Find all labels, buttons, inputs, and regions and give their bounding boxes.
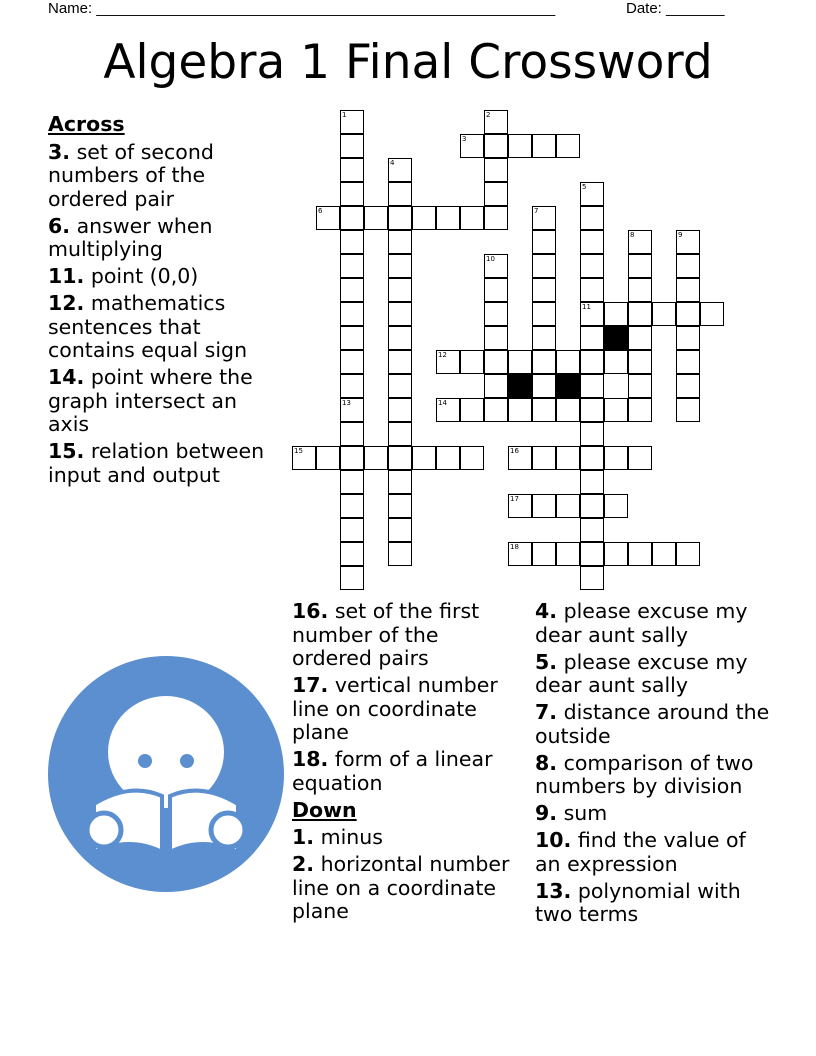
clue-text: find the value of an expression [535, 828, 746, 876]
grid-cell[interactable] [484, 134, 508, 158]
grid-cell[interactable] [580, 446, 604, 470]
grid-cell[interactable] [484, 350, 508, 374]
clue-text: please excuse my dear aunt sally [535, 599, 748, 647]
grid-cell[interactable] [340, 254, 364, 278]
clue-down-1 [292, 826, 520, 850]
grid-clue-number: 1 [342, 111, 347, 119]
clue-number: 15. [48, 439, 85, 463]
grid-cell[interactable] [676, 302, 700, 326]
grid-cell[interactable] [604, 350, 628, 374]
grid-cell[interactable] [508, 494, 532, 518]
grid-cell[interactable] [460, 350, 484, 374]
grid-cell[interactable] [652, 542, 676, 566]
page-title: Algebra 1 Final Crossword [103, 35, 713, 90]
grid-cell[interactable] [532, 494, 556, 518]
grid-cell[interactable] [508, 134, 532, 158]
grid-cell[interactable] [340, 542, 364, 566]
grid-cell[interactable] [532, 446, 556, 470]
grid-cell[interactable] [604, 446, 628, 470]
grid-cell[interactable] [556, 398, 580, 422]
clue-text: set of second numbers of the ordered pair [48, 139, 214, 211]
grid-cell[interactable] [580, 374, 604, 398]
grid-cell[interactable] [628, 302, 652, 326]
grid-cell[interactable] [436, 446, 460, 470]
grid-cell[interactable] [676, 278, 700, 302]
clue-text: polynomial with two terms [535, 878, 741, 926]
clue-number: 2. [292, 852, 315, 876]
grid-clue-number: 17 [510, 495, 519, 503]
reader-icon [48, 656, 284, 892]
clue-number: 13. [535, 878, 572, 903]
clue-number: 9. [535, 801, 558, 825]
grid-cell[interactable] [580, 278, 604, 302]
grid-cell[interactable] [364, 446, 388, 470]
grid-cell[interactable] [676, 326, 700, 350]
black-grid-cell [508, 374, 532, 398]
grid-cell[interactable] [340, 422, 364, 446]
grid-cell[interactable] [628, 254, 652, 278]
grid-cell[interactable] [340, 326, 364, 350]
clue-across-6 [48, 215, 278, 262]
clue-number: 17. [292, 673, 329, 697]
grid-cell[interactable] [340, 518, 364, 542]
grid-cell[interactable] [460, 398, 484, 422]
grid-cell[interactable] [388, 230, 412, 254]
grid-cell[interactable] [460, 134, 484, 158]
grid-cell[interactable] [532, 230, 556, 254]
grid-cell[interactable] [388, 254, 412, 278]
clue-text: point (0,0) [90, 264, 199, 288]
grid-cell[interactable] [580, 566, 604, 590]
grid-cell[interactable] [532, 254, 556, 278]
grid-cell[interactable] [292, 446, 316, 470]
grid-cell[interactable] [484, 182, 508, 206]
grid-cell[interactable] [340, 134, 364, 158]
grid-cell[interactable] [484, 326, 508, 350]
grid-cell[interactable] [508, 446, 532, 470]
grid-cell[interactable] [484, 206, 508, 230]
grid-clue-number: 18 [510, 543, 519, 551]
grid-cell[interactable] [628, 374, 652, 398]
grid-cell[interactable] [340, 350, 364, 374]
grid-cell[interactable] [340, 182, 364, 206]
clue-text: point where the graph intersect an axis [48, 365, 253, 436]
grid-cell[interactable] [436, 350, 460, 374]
clue-number: 18. [292, 747, 329, 771]
grid-cell[interactable] [532, 326, 556, 350]
clue-down-10 [535, 829, 775, 876]
grid-cell[interactable] [388, 278, 412, 302]
grid-cell[interactable] [388, 182, 412, 206]
grid-cell[interactable] [556, 134, 580, 158]
grid-clue-number: 13 [342, 399, 351, 407]
grid-cell[interactable] [388, 374, 412, 398]
grid-cell[interactable] [388, 398, 412, 422]
clue-text: minus [320, 825, 383, 849]
grid-cell[interactable] [676, 254, 700, 278]
grid-cell[interactable] [340, 302, 364, 326]
grid-cell[interactable] [484, 110, 508, 134]
clue-number: 3. [48, 139, 71, 164]
clue-number: 11. [48, 264, 85, 288]
clue-number: 4. [535, 599, 558, 623]
grid-cell[interactable] [484, 398, 508, 422]
grid-cell[interactable] [364, 206, 388, 230]
grid-cell[interactable] [556, 446, 580, 470]
grid-cell[interactable] [556, 542, 580, 566]
across-clues-column [48, 113, 278, 491]
grid-cell[interactable] [340, 374, 364, 398]
down-heading: Down [292, 797, 357, 822]
grid-cell[interactable] [580, 542, 604, 566]
clue-across-16 [292, 600, 520, 671]
clue-down-2 [292, 853, 520, 924]
grid-cell[interactable] [532, 134, 556, 158]
grid-cell[interactable] [388, 326, 412, 350]
grid-cell[interactable] [532, 350, 556, 374]
across-heading: Across [48, 112, 125, 136]
grid-cell[interactable] [340, 158, 364, 182]
grid-clue-number: 11 [582, 303, 591, 311]
grid-cell[interactable] [676, 398, 700, 422]
grid-cell[interactable] [580, 494, 604, 518]
clue-text: sum [563, 801, 608, 825]
grid-cell[interactable] [484, 374, 508, 398]
grid-clue-number: 14 [438, 399, 447, 407]
grid-cell[interactable] [508, 350, 532, 374]
grid-clue-number: 9 [678, 231, 683, 239]
grid-cell[interactable] [460, 206, 484, 230]
grid-cell[interactable] [388, 446, 412, 470]
grid-cell[interactable] [532, 542, 556, 566]
grid-clue-number: 15 [294, 447, 303, 455]
grid-clue-number: 3 [462, 135, 467, 143]
grid-cell[interactable] [340, 398, 364, 422]
clue-number: 1. [292, 825, 315, 849]
grid-cell[interactable] [580, 326, 604, 350]
grid-cell[interactable] [700, 302, 724, 326]
grid-cell[interactable] [340, 446, 364, 470]
grid-cell[interactable] [532, 374, 556, 398]
clue-text: comparison of two numbers by division [535, 750, 754, 798]
grid-cell[interactable] [676, 374, 700, 398]
grid-cell[interactable] [316, 206, 340, 230]
grid-cell[interactable] [460, 446, 484, 470]
grid-cell[interactable] [508, 542, 532, 566]
grid-cell[interactable] [628, 350, 652, 374]
grid-cell[interactable] [340, 110, 364, 134]
clues-column-3 [535, 600, 775, 930]
grid-clue-number: 10 [486, 255, 495, 263]
grid-clue-number: 16 [510, 447, 519, 455]
grid-cell[interactable] [580, 206, 604, 230]
clue-text: form of a linear equation [292, 747, 493, 795]
grid-cell[interactable] [484, 158, 508, 182]
grid-cell[interactable] [580, 398, 604, 422]
clue-number: 7. [535, 700, 558, 724]
grid-cell[interactable] [580, 230, 604, 254]
grid-cell[interactable] [316, 446, 340, 470]
grid-cell[interactable] [340, 470, 364, 494]
grid-cell[interactable] [436, 398, 460, 422]
grid-cell[interactable] [412, 446, 436, 470]
grid-cell[interactable] [484, 302, 508, 326]
clue-text: relation between input and output [48, 439, 265, 487]
grid-cell[interactable] [340, 566, 364, 590]
grid-cell[interactable] [556, 494, 580, 518]
grid-cell[interactable] [340, 230, 364, 254]
clue-across-14 [48, 366, 278, 437]
clue-down-5 [535, 651, 775, 698]
grid-cell[interactable] [532, 206, 556, 230]
black-grid-cell [604, 326, 628, 350]
grid-cell[interactable] [484, 278, 508, 302]
clue-number: 10. [535, 828, 572, 852]
grid-cell[interactable] [580, 422, 604, 446]
clue-across-18 [292, 748, 520, 795]
grid-clue-number: 2 [486, 111, 491, 119]
clue-across-12 [48, 292, 278, 363]
grid-cell[interactable] [388, 350, 412, 374]
clue-text: vertical number line on coordinate plane [292, 673, 498, 744]
grid-cell[interactable] [628, 398, 652, 422]
clue-text: mathematics sentences that contains equal sign [48, 291, 248, 362]
grid-clue-number: 6 [318, 207, 323, 215]
grid-cell[interactable] [580, 350, 604, 374]
clue-text: set of the first number of the ordered pairs [292, 599, 480, 670]
clues-column-2 [292, 600, 520, 927]
grid-cell[interactable] [388, 494, 412, 518]
clue-number: 16. [292, 599, 329, 623]
grid-clue-number: 7 [534, 207, 539, 215]
grid-cell[interactable] [388, 518, 412, 542]
grid-cell[interactable] [628, 278, 652, 302]
grid-cell[interactable] [532, 398, 556, 422]
clue-number: 6. [48, 213, 71, 238]
grid-cell[interactable] [556, 350, 580, 374]
grid-cell[interactable] [580, 302, 604, 326]
grid-cell[interactable] [628, 230, 652, 254]
grid-cell[interactable] [484, 254, 508, 278]
grid-clue-number: 4 [390, 159, 395, 167]
clue-across-11 [48, 265, 278, 289]
grid-cell[interactable] [436, 206, 460, 230]
grid-cell[interactable] [676, 350, 700, 374]
grid-cell[interactable] [604, 302, 628, 326]
grid-cell[interactable] [412, 206, 436, 230]
grid-cell[interactable] [604, 494, 628, 518]
grid-cell[interactable] [652, 302, 676, 326]
clue-number: 8. [535, 750, 558, 775]
clue-number: 5. [535, 649, 558, 674]
grid-cell[interactable] [388, 158, 412, 182]
clue-across-3 [48, 141, 278, 212]
grid-cell[interactable] [532, 278, 556, 302]
grid-cell[interactable] [676, 542, 700, 566]
grid-cell[interactable] [628, 326, 652, 350]
clue-text: please excuse my dear aunt sally [535, 649, 748, 697]
grid-cell[interactable] [340, 206, 364, 230]
grid-cell[interactable] [388, 470, 412, 494]
date-field-label: Date: _______ [626, 0, 725, 17]
grid-clue-number: 12 [438, 351, 447, 359]
clue-text: horizontal number line on a coordinate plane [292, 852, 510, 923]
grid-cell[interactable] [388, 302, 412, 326]
grid-cell[interactable] [532, 302, 556, 326]
clue-text: answer when multiplying [48, 213, 213, 261]
clue-across-15 [48, 440, 278, 487]
clue-down-4 [535, 600, 775, 647]
clue-down-9 [535, 802, 775, 826]
grid-cell[interactable] [604, 398, 628, 422]
grid-clue-number: 5 [582, 183, 587, 191]
grid-clue-number: 8 [630, 231, 635, 239]
clue-down-8 [535, 752, 775, 799]
grid-cell[interactable] [388, 206, 412, 230]
grid-cell[interactable] [628, 542, 652, 566]
clue-down-7 [535, 701, 775, 748]
grid-cell[interactable] [676, 230, 700, 254]
grid-cell[interactable] [628, 446, 652, 470]
grid-cell[interactable] [388, 422, 412, 446]
grid-cell[interactable] [604, 542, 628, 566]
clue-number: 14. [48, 365, 85, 389]
clue-across-17 [292, 674, 520, 745]
grid-cell[interactable] [340, 494, 364, 518]
grid-cell[interactable] [340, 278, 364, 302]
clue-down-13 [535, 880, 775, 927]
grid-cell[interactable] [580, 182, 604, 206]
clue-number: 12. [48, 291, 85, 315]
grid-cell[interactable] [580, 254, 604, 278]
black-grid-cell [556, 374, 580, 398]
grid-cell[interactable] [508, 398, 532, 422]
clue-text: distance around the outside [535, 700, 770, 748]
grid-cell[interactable] [388, 542, 412, 566]
name-field-label: Name: _______________________________________________________ [48, 0, 556, 17]
grid-cell[interactable] [580, 518, 604, 542]
grid-cell[interactable] [580, 470, 604, 494]
